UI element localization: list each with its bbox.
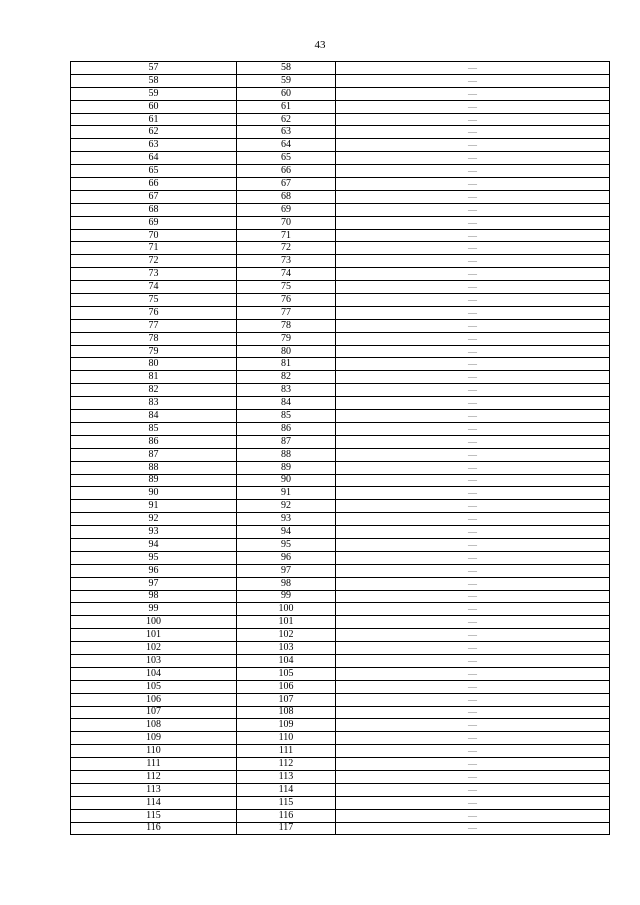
page-number: 43 xyxy=(314,39,326,51)
table-cell: 87 xyxy=(71,448,237,461)
table-cell: 77 xyxy=(71,319,237,332)
table-cell-dash: — xyxy=(336,435,610,448)
table-cell: 78 xyxy=(237,319,336,332)
table-cell-dash: — xyxy=(336,255,610,268)
table-cell-dash: — xyxy=(336,448,610,461)
table-cell: 107 xyxy=(237,693,336,706)
table-row xyxy=(71,345,610,358)
table-cell: 98 xyxy=(71,590,237,603)
table-row xyxy=(71,62,610,75)
table-cell: 68 xyxy=(71,203,237,216)
table-cell-dash: — xyxy=(336,397,610,410)
table-cell: 68 xyxy=(237,190,336,203)
table-cell: 82 xyxy=(71,384,237,397)
table-cell: 67 xyxy=(237,178,336,191)
table-row xyxy=(71,770,610,783)
table-cell: 76 xyxy=(237,294,336,307)
table-row xyxy=(71,294,610,307)
table-cell: 72 xyxy=(71,255,237,268)
table-cell-dash: — xyxy=(336,87,610,100)
table-cell-dash: — xyxy=(336,590,610,603)
table-row xyxy=(71,242,610,255)
table-cell: 110 xyxy=(71,745,237,758)
table-cell: 115 xyxy=(71,809,237,822)
table-cell-dash: — xyxy=(336,474,610,487)
table-cell: 92 xyxy=(71,513,237,526)
table-cell-dash: — xyxy=(336,654,610,667)
table-cell: 100 xyxy=(71,616,237,629)
table-cell: 71 xyxy=(71,242,237,255)
table-cell-dash: — xyxy=(336,281,610,294)
table-cell-dash: — xyxy=(336,384,610,397)
table-cell: 85 xyxy=(237,410,336,423)
table-row xyxy=(71,371,610,384)
table-cell: 106 xyxy=(237,680,336,693)
table-row xyxy=(71,139,610,152)
table-cell: 71 xyxy=(237,229,336,242)
table-cell-dash: — xyxy=(336,190,610,203)
table-row xyxy=(71,448,610,461)
table-cell: 113 xyxy=(71,783,237,796)
table-row xyxy=(71,758,610,771)
table-cell: 114 xyxy=(237,783,336,796)
table-cell: 79 xyxy=(237,332,336,345)
table-cell: 91 xyxy=(237,487,336,500)
data-table xyxy=(70,61,610,835)
table-cell-dash: — xyxy=(336,732,610,745)
table-cell-dash: — xyxy=(336,538,610,551)
table-cell: 80 xyxy=(237,345,336,358)
table-cell: 96 xyxy=(237,551,336,564)
table-cell: 106 xyxy=(71,693,237,706)
table-row xyxy=(71,281,610,294)
table-cell: 84 xyxy=(237,397,336,410)
table-row xyxy=(71,500,610,513)
table-cell: 101 xyxy=(71,629,237,642)
table-cell: 74 xyxy=(71,281,237,294)
table-row xyxy=(71,487,610,500)
table-cell-dash: — xyxy=(336,410,610,423)
table-cell-dash: — xyxy=(336,706,610,719)
table-cell: 73 xyxy=(237,255,336,268)
table-cell-dash: — xyxy=(336,62,610,75)
table-cell-dash: — xyxy=(336,667,610,680)
table-cell: 62 xyxy=(237,113,336,126)
table-row xyxy=(71,783,610,796)
table-cell-dash: — xyxy=(336,822,610,835)
table-cell: 103 xyxy=(237,642,336,655)
table-row xyxy=(71,719,610,732)
table-cell-dash: — xyxy=(336,306,610,319)
table-cell-dash: — xyxy=(336,809,610,822)
table-row xyxy=(71,74,610,87)
table-cell: 80 xyxy=(71,358,237,371)
table-cell: 74 xyxy=(237,268,336,281)
table-row xyxy=(71,551,610,564)
table-row xyxy=(71,319,610,332)
table-row xyxy=(71,538,610,551)
table-cell-dash: — xyxy=(336,513,610,526)
table-cell: 92 xyxy=(237,500,336,513)
table-cell: 104 xyxy=(237,654,336,667)
table-cell-dash: — xyxy=(336,719,610,732)
table-cell-dash: — xyxy=(336,319,610,332)
table-cell: 79 xyxy=(71,345,237,358)
table-cell: 112 xyxy=(71,770,237,783)
table-row xyxy=(71,642,610,655)
table-row xyxy=(71,229,610,242)
table-cell-dash: — xyxy=(336,693,610,706)
table-cell: 91 xyxy=(71,500,237,513)
table-row xyxy=(71,667,610,680)
table-cell-dash: — xyxy=(336,216,610,229)
table-cell-dash: — xyxy=(336,796,610,809)
table-cell: 69 xyxy=(71,216,237,229)
table-cell: 57 xyxy=(71,62,237,75)
table-cell: 77 xyxy=(237,306,336,319)
table-row xyxy=(71,397,610,410)
table-row xyxy=(71,358,610,371)
table-cell: 83 xyxy=(237,384,336,397)
table-cell: 64 xyxy=(237,139,336,152)
table-cell: 95 xyxy=(71,551,237,564)
table-cell-dash: — xyxy=(336,642,610,655)
table-row xyxy=(71,474,610,487)
table-cell-dash: — xyxy=(336,74,610,87)
table-cell-dash: — xyxy=(336,152,610,165)
table-row xyxy=(71,706,610,719)
table-cell: 75 xyxy=(71,294,237,307)
table-row xyxy=(71,616,610,629)
table-cell: 65 xyxy=(237,152,336,165)
table-row xyxy=(71,577,610,590)
table-row xyxy=(71,680,610,693)
table-cell: 115 xyxy=(237,796,336,809)
table-cell: 89 xyxy=(71,474,237,487)
table-cell: 81 xyxy=(71,371,237,384)
table-row xyxy=(71,255,610,268)
table-cell-dash: — xyxy=(336,242,610,255)
table-row xyxy=(71,384,610,397)
table-cell: 99 xyxy=(237,590,336,603)
table-cell-dash: — xyxy=(336,758,610,771)
table-cell: 111 xyxy=(71,758,237,771)
table-cell: 63 xyxy=(71,139,237,152)
table-cell: 81 xyxy=(237,358,336,371)
table-cell-dash: — xyxy=(336,371,610,384)
table-cell-dash: — xyxy=(336,203,610,216)
table-cell: 86 xyxy=(237,422,336,435)
table-row xyxy=(71,332,610,345)
table-cell: 111 xyxy=(237,745,336,758)
table-row xyxy=(71,87,610,100)
table-cell: 62 xyxy=(71,126,237,139)
table-cell: 105 xyxy=(71,680,237,693)
table-cell: 104 xyxy=(71,667,237,680)
table-cell: 73 xyxy=(71,268,237,281)
table-cell: 61 xyxy=(237,100,336,113)
table-cell: 113 xyxy=(237,770,336,783)
table-cell: 82 xyxy=(237,371,336,384)
table-cell: 63 xyxy=(237,126,336,139)
table-row xyxy=(71,590,610,603)
table-cell-dash: — xyxy=(336,294,610,307)
table-cell: 76 xyxy=(71,306,237,319)
table-cell-dash: — xyxy=(336,564,610,577)
table-cell-dash: — xyxy=(336,629,610,642)
table-cell: 109 xyxy=(71,732,237,745)
table-cell: 72 xyxy=(237,242,336,255)
table-cell: 95 xyxy=(237,538,336,551)
table-cell: 89 xyxy=(237,461,336,474)
table-cell-dash: — xyxy=(336,526,610,539)
table-row xyxy=(71,603,610,616)
table-cell-dash: — xyxy=(336,358,610,371)
table-cell-dash: — xyxy=(336,165,610,178)
table-cell: 70 xyxy=(71,229,237,242)
table-cell-dash: — xyxy=(336,461,610,474)
table-row xyxy=(71,422,610,435)
table-row xyxy=(71,796,610,809)
table-cell: 90 xyxy=(71,487,237,500)
table-cell: 64 xyxy=(71,152,237,165)
table-row xyxy=(71,190,610,203)
table-cell-dash: — xyxy=(336,680,610,693)
table-row xyxy=(71,435,610,448)
table-cell-dash: — xyxy=(336,139,610,152)
table-cell: 67 xyxy=(71,190,237,203)
table-cell: 66 xyxy=(237,165,336,178)
table-cell: 90 xyxy=(237,474,336,487)
table-cell-dash: — xyxy=(336,577,610,590)
table-cell: 103 xyxy=(71,654,237,667)
table-cell-dash: — xyxy=(336,603,610,616)
table-cell: 93 xyxy=(71,526,237,539)
table-row xyxy=(71,126,610,139)
table-cell: 59 xyxy=(237,74,336,87)
table-cell-dash: — xyxy=(336,126,610,139)
table-cell: 114 xyxy=(71,796,237,809)
table-cell: 60 xyxy=(237,87,336,100)
table-cell: 102 xyxy=(71,642,237,655)
table-row xyxy=(71,165,610,178)
table-cell-dash: — xyxy=(336,487,610,500)
table-cell-dash: — xyxy=(336,229,610,242)
table-cell: 101 xyxy=(237,616,336,629)
table-cell-dash: — xyxy=(336,770,610,783)
table-row xyxy=(71,822,610,835)
table-cell: 86 xyxy=(71,435,237,448)
table-row xyxy=(71,100,610,113)
table-cell: 66 xyxy=(71,178,237,191)
table-cell-dash: — xyxy=(336,551,610,564)
table-cell: 61 xyxy=(71,113,237,126)
table-row xyxy=(71,693,610,706)
table-cell: 59 xyxy=(71,87,237,100)
table-cell: 78 xyxy=(71,332,237,345)
table-cell: 98 xyxy=(237,577,336,590)
table-cell: 97 xyxy=(237,564,336,577)
table-cell: 100 xyxy=(237,603,336,616)
table-cell: 75 xyxy=(237,281,336,294)
table-cell: 83 xyxy=(71,397,237,410)
table-cell: 105 xyxy=(237,667,336,680)
table-cell: 110 xyxy=(237,732,336,745)
table-cell-dash: — xyxy=(336,268,610,281)
table-cell: 85 xyxy=(71,422,237,435)
table-cell-dash: — xyxy=(336,113,610,126)
table-cell: 87 xyxy=(237,435,336,448)
table-row xyxy=(71,513,610,526)
table-row xyxy=(71,203,610,216)
table-cell-dash: — xyxy=(336,178,610,191)
table-row xyxy=(71,216,610,229)
table-cell-dash: — xyxy=(336,745,610,758)
table-cell: 69 xyxy=(237,203,336,216)
table-cell: 70 xyxy=(237,216,336,229)
table-cell: 108 xyxy=(237,706,336,719)
table-row xyxy=(71,629,610,642)
table-cell: 102 xyxy=(237,629,336,642)
table-cell: 58 xyxy=(71,74,237,87)
table-row xyxy=(71,745,610,758)
table-body xyxy=(71,62,610,835)
table-row xyxy=(71,306,610,319)
table-row xyxy=(71,178,610,191)
table-cell-dash: — xyxy=(336,345,610,358)
table-cell: 109 xyxy=(237,719,336,732)
table-cell: 116 xyxy=(71,822,237,835)
table-cell: 96 xyxy=(71,564,237,577)
table-row xyxy=(71,268,610,281)
table-cell: 108 xyxy=(71,719,237,732)
table-row xyxy=(71,152,610,165)
table-row xyxy=(71,732,610,745)
table-cell: 84 xyxy=(71,410,237,423)
table-cell: 88 xyxy=(237,448,336,461)
table-cell: 65 xyxy=(71,165,237,178)
table-cell: 93 xyxy=(237,513,336,526)
table-row xyxy=(71,564,610,577)
table-cell-dash: — xyxy=(336,783,610,796)
table-row xyxy=(71,113,610,126)
table-row xyxy=(71,410,610,423)
table-cell-dash: — xyxy=(336,422,610,435)
table-cell: 58 xyxy=(237,62,336,75)
table-cell: 88 xyxy=(71,461,237,474)
table-cell: 60 xyxy=(71,100,237,113)
table-cell-dash: — xyxy=(336,500,610,513)
table-cell-dash: — xyxy=(336,332,610,345)
table-cell-dash: — xyxy=(336,100,610,113)
table-row xyxy=(71,526,610,539)
table-cell-dash: — xyxy=(336,616,610,629)
table-row xyxy=(71,461,610,474)
table-row xyxy=(71,809,610,822)
table-cell: 94 xyxy=(71,538,237,551)
table-cell: 94 xyxy=(237,526,336,539)
table-row xyxy=(71,654,610,667)
table-cell: 99 xyxy=(71,603,237,616)
table-cell: 117 xyxy=(237,822,336,835)
table-cell: 112 xyxy=(237,758,336,771)
table-cell: 116 xyxy=(237,809,336,822)
table-cell: 107 xyxy=(71,706,237,719)
table-cell: 97 xyxy=(71,577,237,590)
